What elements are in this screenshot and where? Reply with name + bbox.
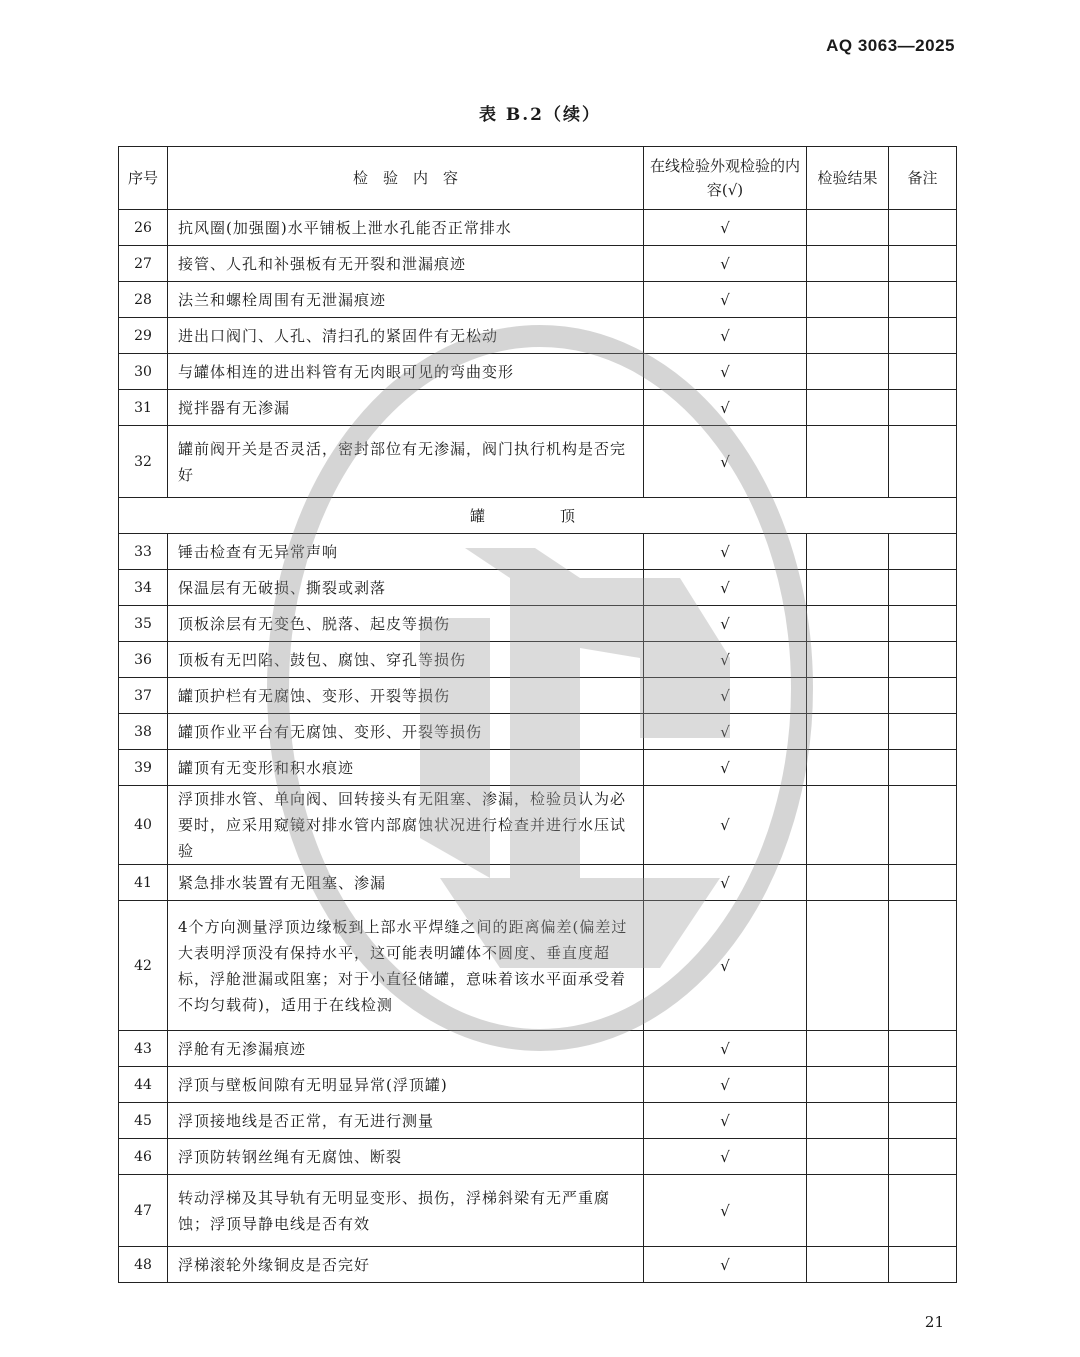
- row-result: [807, 678, 889, 714]
- table-row: [119, 865, 957, 901]
- row-online-mark: √: [644, 606, 807, 642]
- row-number: 39: [119, 750, 168, 786]
- row-online-mark: √: [644, 390, 807, 426]
- table-row: [119, 642, 957, 678]
- row-remark: [889, 246, 957, 282]
- row-remark: [889, 786, 957, 865]
- table-row: [119, 390, 957, 426]
- table-row: [119, 426, 957, 498]
- row-content: 浮舱有无渗漏痕迹: [168, 1031, 644, 1067]
- inspection-table: [118, 146, 957, 1283]
- row-result: [807, 534, 889, 570]
- row-online-mark: √: [644, 714, 807, 750]
- row-online-mark: √: [644, 1175, 807, 1247]
- row-remark: [889, 354, 957, 390]
- table-row: [119, 606, 957, 642]
- row-number: 40: [119, 786, 168, 865]
- row-content: 罐顶护栏有无腐蚀、变形、开裂等损伤: [168, 678, 644, 714]
- row-number: 41: [119, 865, 168, 901]
- table-row: [119, 1103, 957, 1139]
- col-header-no: 序号: [119, 147, 168, 210]
- row-result: [807, 714, 889, 750]
- row-number: 48: [119, 1247, 168, 1283]
- row-remark: [889, 570, 957, 606]
- row-result: [807, 1175, 889, 1247]
- table-row: [119, 1067, 957, 1103]
- row-result: [807, 390, 889, 426]
- row-result: [807, 901, 889, 1031]
- row-content: 罐顶作业平台有无腐蚀、变形、开裂等损伤: [168, 714, 644, 750]
- table-row: [119, 354, 957, 390]
- row-number: 45: [119, 1103, 168, 1139]
- row-online-mark: √: [644, 246, 807, 282]
- row-result: [807, 246, 889, 282]
- row-online-mark: √: [644, 786, 807, 865]
- col-header-online: 在线检验外观检验的内容(√): [644, 147, 807, 210]
- row-online-mark: √: [644, 210, 807, 246]
- row-remark: [889, 606, 957, 642]
- page-number: 21: [924, 1313, 944, 1331]
- table-header-row: [119, 147, 957, 210]
- row-result: [807, 354, 889, 390]
- row-online-mark: √: [644, 570, 807, 606]
- row-content: 浮顶防转钢丝绳有无腐蚀、断裂: [168, 1139, 644, 1175]
- table-row: [119, 318, 957, 354]
- table-row: [119, 282, 957, 318]
- row-online-mark: √: [644, 1067, 807, 1103]
- table-title: 表 B.2（续）: [478, 105, 602, 125]
- row-remark: [889, 1247, 957, 1283]
- row-remark: [889, 210, 957, 246]
- row-content: 浮顶与壁板间隙有无明显异常(浮顶罐): [168, 1067, 644, 1103]
- row-online-mark: √: [644, 318, 807, 354]
- row-online-mark: √: [644, 1247, 807, 1283]
- row-number: 30: [119, 354, 168, 390]
- row-result: [807, 1139, 889, 1175]
- row-online-mark: √: [644, 1139, 807, 1175]
- section-row: [119, 498, 957, 534]
- row-online-mark: √: [644, 1031, 807, 1067]
- row-result: [807, 1103, 889, 1139]
- row-remark: [889, 1031, 957, 1067]
- col-header-content: 检 验 内 容: [168, 147, 644, 210]
- row-remark: [889, 678, 957, 714]
- row-content: 顶板有无凹陷、鼓包、腐蚀、穿孔等损伤: [168, 642, 644, 678]
- table-row: [119, 1031, 957, 1067]
- row-remark: [889, 1139, 957, 1175]
- row-content: 浮顶排水管、单向阀、回转接头有无阻塞、渗漏，检验员认为必要时，应采用窥镜对排水管内部腐蚀状况进行检查并进行水压试验: [168, 786, 644, 865]
- row-remark: [889, 901, 957, 1031]
- row-result: [807, 606, 889, 642]
- row-remark: [889, 1175, 957, 1247]
- row-content: 转动浮梯及其导轨有无明显变形、损伤，浮梯斜梁有无严重腐蚀；浮顶导静电线是否有效: [168, 1175, 644, 1247]
- row-online-mark: √: [644, 642, 807, 678]
- row-number: 47: [119, 1175, 168, 1247]
- row-number: 35: [119, 606, 168, 642]
- table-body-roof: [119, 534, 957, 1283]
- row-remark: [889, 714, 957, 750]
- row-result: [807, 426, 889, 498]
- row-number: 42: [119, 901, 168, 1031]
- row-remark: [889, 642, 957, 678]
- row-number: 33: [119, 534, 168, 570]
- row-online-mark: √: [644, 426, 807, 498]
- row-result: [807, 642, 889, 678]
- row-content: 浮顶接地线是否正常，有无进行测量: [168, 1103, 644, 1139]
- row-remark: [889, 390, 957, 426]
- row-remark: [889, 426, 957, 498]
- row-content: 罐顶有无变形和积水痕迹: [168, 750, 644, 786]
- table-row: [119, 246, 957, 282]
- table-row: [119, 901, 957, 1031]
- table-row: [119, 210, 957, 246]
- row-number: 29: [119, 318, 168, 354]
- table-body-wall: [119, 210, 957, 498]
- row-online-mark: √: [644, 534, 807, 570]
- row-content: 保温层有无破损、撕裂或剥落: [168, 570, 644, 606]
- row-remark: [889, 1103, 957, 1139]
- row-online-mark: √: [644, 354, 807, 390]
- row-content: 搅拌器有无渗漏: [168, 390, 644, 426]
- row-result: [807, 318, 889, 354]
- table-row: [119, 1247, 957, 1283]
- row-result: [807, 210, 889, 246]
- row-number: 34: [119, 570, 168, 606]
- table-row: [119, 1139, 957, 1175]
- row-remark: [889, 1067, 957, 1103]
- row-result: [807, 1067, 889, 1103]
- row-online-mark: √: [644, 678, 807, 714]
- row-number: 36: [119, 642, 168, 678]
- row-number: 31: [119, 390, 168, 426]
- table-row: [119, 1175, 957, 1247]
- table-row: [119, 750, 957, 786]
- row-online-mark: √: [644, 1103, 807, 1139]
- row-remark: [889, 282, 957, 318]
- section-label: 罐 顶: [119, 498, 957, 534]
- row-remark: [889, 750, 957, 786]
- row-result: [807, 786, 889, 865]
- row-remark: [889, 865, 957, 901]
- row-content: 紧急排水装置有无阻塞、渗漏: [168, 865, 644, 901]
- row-content: 4个方向测量浮顶边缘板到上部水平焊缝之间的距离偏差(偏差过大表明浮顶没有保持水平，这可能表明罐体不圆度、垂直度超标，浮舱泄漏或阻塞；对于小直径储罐，意味着该水平面承受着不均匀载荷)，适用于在线检测: [168, 901, 644, 1031]
- table-row: [119, 786, 957, 865]
- row-online-mark: √: [644, 865, 807, 901]
- row-online-mark: √: [644, 750, 807, 786]
- row-number: 27: [119, 246, 168, 282]
- row-number: 46: [119, 1139, 168, 1175]
- row-result: [807, 1247, 889, 1283]
- standard-code: AQ 3063—2025: [826, 36, 955, 55]
- row-result: [807, 1031, 889, 1067]
- table-row: [119, 570, 957, 606]
- row-number: 37: [119, 678, 168, 714]
- row-number: 38: [119, 714, 168, 750]
- row-content: 法兰和螺栓周围有无泄漏痕迹: [168, 282, 644, 318]
- row-content: 与罐体相连的进出料管有无肉眼可见的弯曲变形: [168, 354, 644, 390]
- row-remark: [889, 534, 957, 570]
- table-row: [119, 534, 957, 570]
- table-row: [119, 714, 957, 750]
- row-content: 顶板涂层有无变色、脱落、起皮等损伤: [168, 606, 644, 642]
- col-header-result: 检验结果: [807, 147, 889, 210]
- row-online-mark: √: [644, 901, 807, 1031]
- row-content: 接管、人孔和补强板有无开裂和泄漏痕迹: [168, 246, 644, 282]
- col-header-remark: 备注: [889, 147, 957, 210]
- row-result: [807, 750, 889, 786]
- row-result: [807, 570, 889, 606]
- row-number: 26: [119, 210, 168, 246]
- row-content: 进出口阀门、人孔、清扫孔的紧固件有无松动: [168, 318, 644, 354]
- row-number: 32: [119, 426, 168, 498]
- row-content: 锤击检查有无异常声响: [168, 534, 644, 570]
- row-result: [807, 282, 889, 318]
- row-remark: [889, 318, 957, 354]
- row-number: 28: [119, 282, 168, 318]
- row-content: 抗风圈(加强圈)水平铺板上泄水孔能否正常排水: [168, 210, 644, 246]
- table-row: [119, 678, 957, 714]
- row-number: 43: [119, 1031, 168, 1067]
- row-content: 浮梯滚轮外缘铜皮是否完好: [168, 1247, 644, 1283]
- row-result: [807, 865, 889, 901]
- row-online-mark: √: [644, 282, 807, 318]
- row-content: 罐前阀开关是否灵活，密封部位有无渗漏，阀门执行机构是否完好: [168, 426, 644, 498]
- row-number: 44: [119, 1067, 168, 1103]
